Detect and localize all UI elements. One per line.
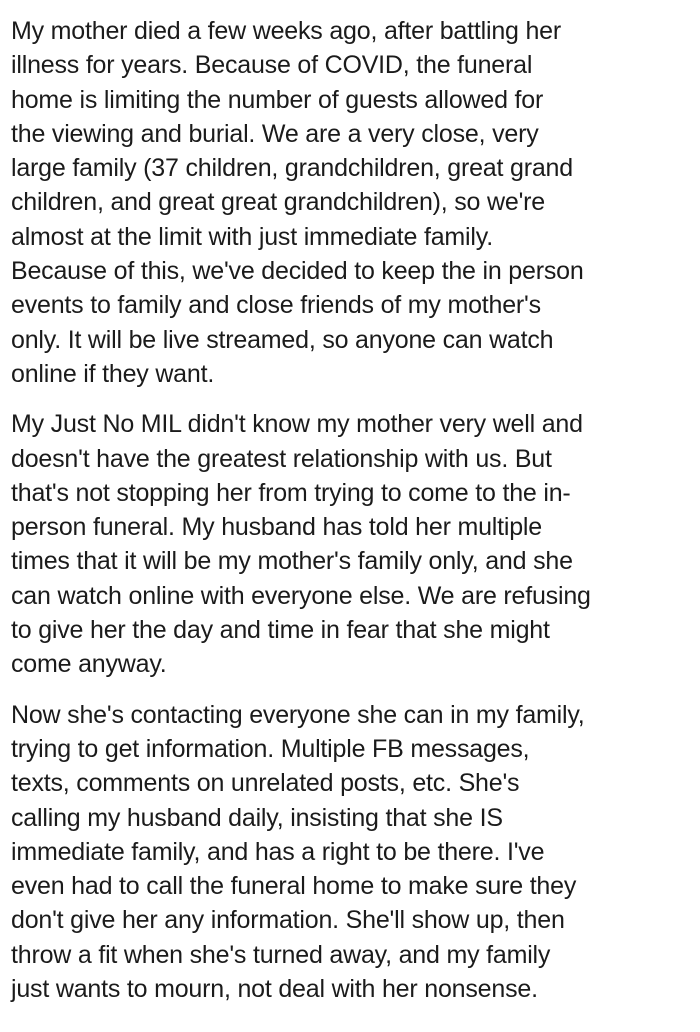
text-line: times that it will be my mother's family only, and she (11, 547, 573, 576)
text-line: My mother died a few weeks ago, after battling her (11, 17, 562, 45)
text-line: Because of this, we've decided to keep the in person (11, 257, 584, 286)
text-line: that's not stopping her from trying to come to the in- (11, 478, 571, 507)
text-line: children, and great great grandchildren), so we're (11, 188, 545, 217)
text-line: immediate family, and has a right to be there. I've (11, 837, 545, 866)
text-line: calling my husband daily, insisting that she IS (11, 803, 503, 832)
text-line: events to family and close friends of my mother's (11, 291, 541, 320)
text-line: can watch online with everyone else. We are refusing (11, 581, 591, 610)
text-line: only. It will be live streamed, so anyone can watch (11, 325, 554, 354)
text-line: throw a fit when she's turned away, and my family (11, 940, 551, 969)
text-line: don't give her any information. She'll show up, then (11, 906, 565, 935)
text-line: even had to call the funeral home to make sure they (11, 872, 577, 901)
text-line: home is limiting the number of guests allowed for (11, 85, 544, 114)
text-line: almost at the limit with just immediate family. (11, 222, 493, 251)
text-line: Now she's contacting everyone she can in my family, (11, 700, 585, 729)
text-line: My Just No MIL didn't know my mother very well and (11, 410, 583, 439)
text-line: person funeral. My husband has told her multiple (11, 513, 542, 542)
paragraph-2 (11, 407, 694, 681)
text-line: the viewing and burial. We are a very close, very (11, 119, 539, 148)
text-line: illness for years. Because of COVID, the funeral (11, 51, 533, 80)
text-line: trying to get information. Multiple FB messages, (11, 734, 530, 763)
paragraph-1 (11, 14, 694, 391)
text-line: texts, comments on unrelated posts, etc. She's (11, 769, 520, 798)
paragraph-3 (11, 698, 694, 1007)
text-line: come anyway. (11, 650, 167, 679)
text-line: online if they want. (11, 359, 215, 388)
text-line: just wants to mourn, not deal with her nonsense. (11, 975, 538, 1004)
text-line: large family (37 children, grandchildren, great grand (11, 154, 573, 183)
text-line: to give her the day and time in fear that she might (11, 616, 550, 645)
text-line: doesn't have the greatest relationship with us. But (11, 444, 552, 473)
